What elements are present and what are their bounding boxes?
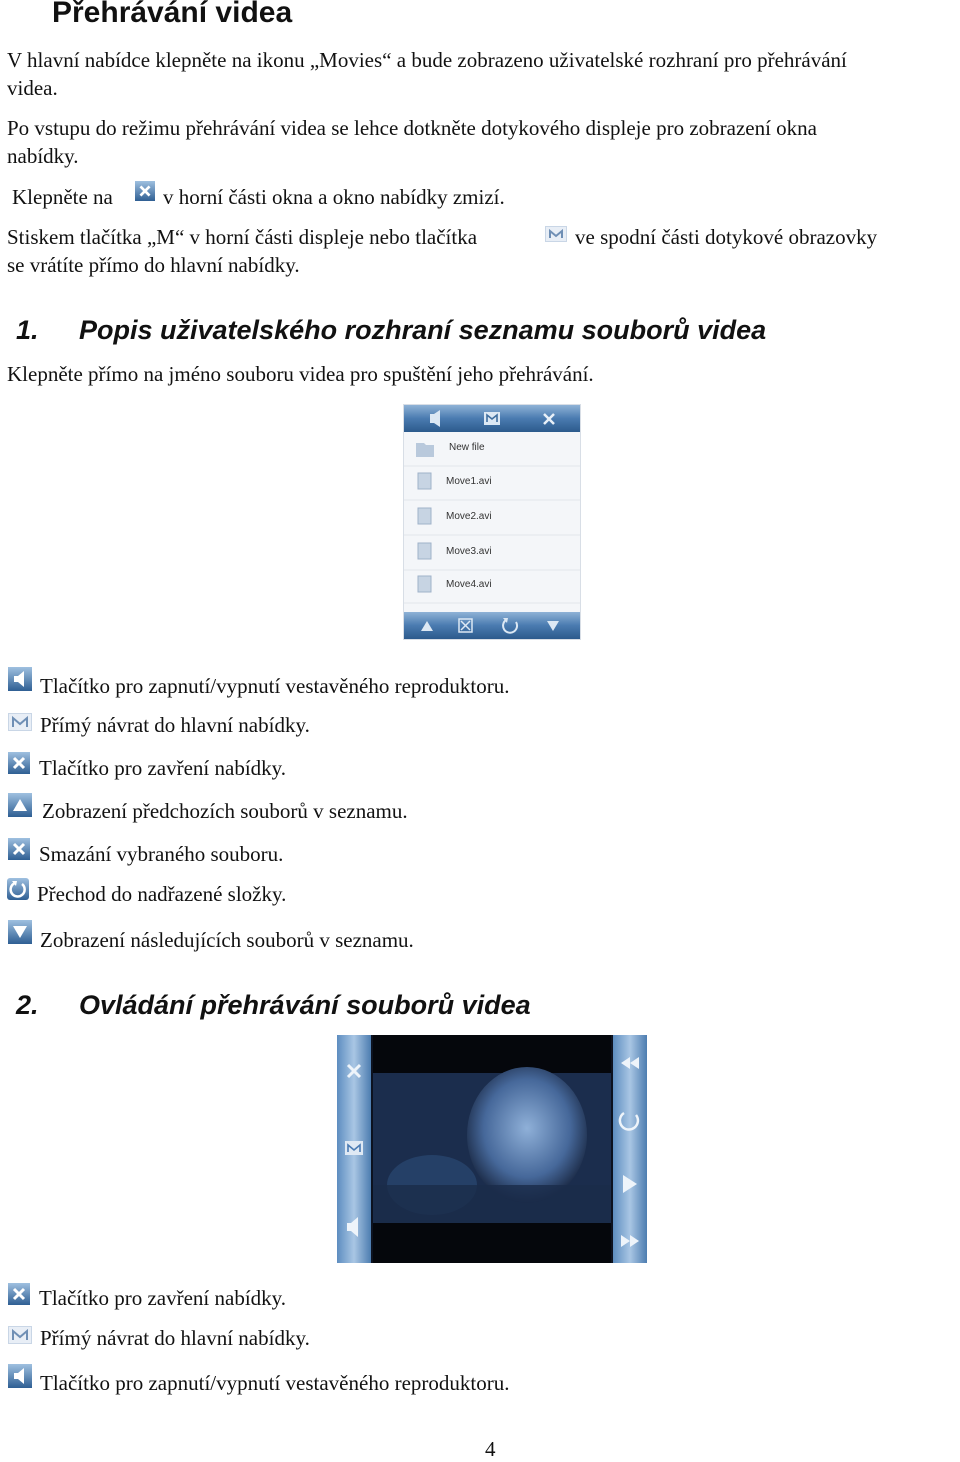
section-heading: Ovládání přehrávání souborů videa (79, 990, 531, 1020)
file-name[interactable]: Move4.avi (446, 579, 492, 590)
video-frame-face (467, 1067, 587, 1203)
legend-text: Přechod do nadřazené složky. (37, 882, 287, 906)
paragraph-text: v horní části okna a okno nabídky zmizí. (163, 185, 505, 209)
file-name[interactable]: New file (449, 442, 485, 453)
video-player-screenshot (337, 1035, 647, 1263)
page-number: 4 (485, 1437, 496, 1461)
refresh-icon (7, 878, 29, 900)
file-list-screenshot (403, 404, 581, 640)
paragraph-text: nabídky. (7, 144, 79, 168)
legend-text: Zobrazení předchozích souborů v seznamu. (42, 799, 408, 823)
legend-text: Přímý návrat do hlavní nabídky. (40, 713, 310, 737)
speaker-icon (8, 1364, 32, 1388)
legend-text: Přímý návrat do hlavní nabídky. (40, 1326, 310, 1350)
paragraph-text: Po vstupu do režimu přehrávání videa se lehce dotkněte dotykového displeje pro zobrazení okna (7, 116, 817, 140)
paragraph-text: Stiskem tlačítka „M“ v horní části displeje nebo tlačítka (7, 225, 478, 249)
file-icon (418, 508, 431, 524)
paragraph-text: videa. (7, 76, 58, 100)
arrow-up-icon (8, 793, 32, 817)
menu-m-icon (8, 1326, 32, 1344)
paragraph-text: se vrátíte přímo do hlavní nabídky. (7, 253, 300, 277)
close-icon (8, 1283, 30, 1305)
file-icon (418, 543, 431, 559)
close-icon (135, 181, 155, 201)
paragraph-text: ve spodní části dotykové obrazovky (575, 225, 878, 249)
section-number: 1. (16, 315, 39, 345)
file-name[interactable]: Move1.avi (446, 476, 492, 487)
legend-text: Tlačítko pro zapnutí/vypnutí vestavěného reproduktoru. (40, 1371, 510, 1395)
file-icon (418, 576, 431, 592)
paragraph-text: Klepněte na (12, 185, 113, 209)
page-title: Přehrávání videa (52, 0, 293, 29)
section-heading: Popis uživatelského rozhraní seznamu souborů videa (79, 315, 767, 345)
menu-m-icon (8, 713, 32, 731)
arrow-down-icon (8, 920, 32, 944)
file-name[interactable]: Move3.avi (446, 546, 492, 557)
close-icon (8, 752, 30, 774)
menu-m-icon (545, 226, 567, 242)
section-number: 2. (16, 990, 39, 1020)
file-icon (418, 473, 431, 489)
legend-text: Smazání vybraného souboru. (39, 842, 284, 866)
legend-text: Tlačítko pro zapnutí/vypnutí vestavěného reproduktoru. (40, 674, 510, 698)
delete-icon (8, 838, 30, 860)
legend-text: Zobrazení následujících souborů v seznamu. (40, 928, 414, 952)
file-name[interactable]: Move2.avi (446, 511, 492, 522)
paragraph-text: Klepněte přímo na jméno souboru videa pro spuštění jeho přehrávání. (7, 362, 594, 386)
legend-text: Tlačítko pro zavření nabídky. (39, 1286, 287, 1310)
folder-icon (416, 443, 434, 457)
paragraph-text: V hlavní nabídce klepněte na ikonu „Movies“ a bude zobrazeno uživatelské rozhraní pro přehrávání (7, 48, 847, 72)
legend-text: Tlačítko pro zavření nabídky. (39, 756, 287, 780)
speaker-icon (8, 667, 32, 691)
